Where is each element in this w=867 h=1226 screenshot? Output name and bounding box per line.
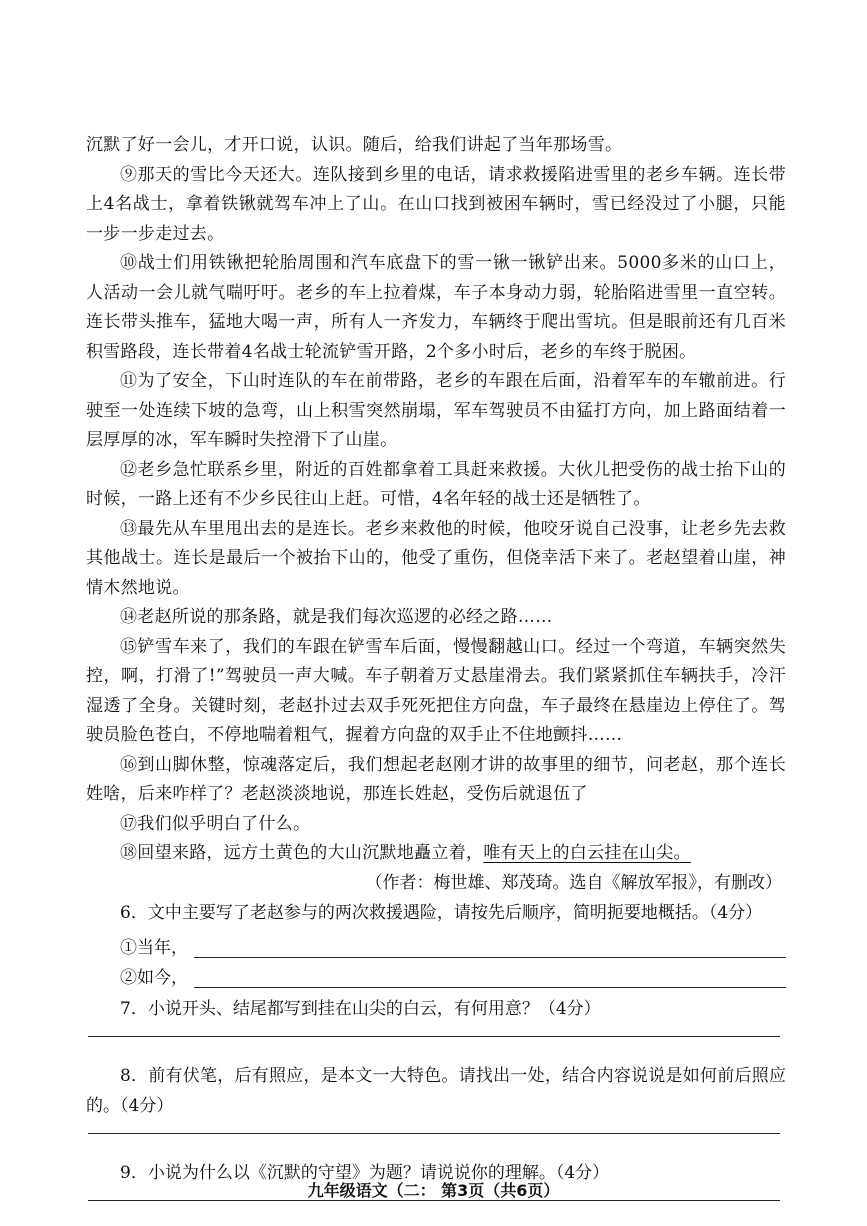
answer-row-2: [86, 958, 786, 988]
story-paragraph: ⑮铲雪车来了，我们的车跟在铲雪车后面，慢慢翻越山口。经过一个弯道，车辆突然失控，啊，打滑了!”驾驶员一声大喊。车子朝着万丈悬崖滑去。我们紧紧抓住车辆扶手，冷汗湿透了全身。关键时刻，老赵扑过去双手死死把住方向盘，车子最终在悬崖边上停住了。驾驶员脸色苍白，不停地喘着粗气，握着方向盘的双手止不住地颤抖……: [86, 636, 786, 745]
story-paragraph: ⑰我们似乎明白了什么。: [120, 813, 311, 834]
answer-line-2[interactable]: [194, 965, 786, 988]
answer-label-2: ②如今，: [120, 968, 188, 988]
story-text: [86, 131, 786, 839]
answer-line-1[interactable]: [194, 935, 786, 958]
story-paragraph: ⑫老乡急忙联系乡里，附近的百姓都拿着工具赶来救援。大伙儿把受伤的战士抬下山的时候，一路上还有不少乡民往山上赶。可惜，4名年轻的战士还是牺牲了。: [86, 459, 786, 509]
paragraph-18-text: ⑱回望来路，远方土黄色的大山沉默地矗立着，: [120, 843, 484, 863]
story-paragraph: ⑩战士们用铁锹把轮胎周围和汽车底盘下的雪一锹一锹铲出来。5000多米的山口上，人活动一会儿就气喘吁吁。老乡的车上拉着煤，车子本身动力弱，轮胎陷进雪里一直空转。连长带头推车，猛地大喝一声，所有人一齐发力，车辆终于爬出雪坑。但是眼前还有几百米积雪路段，连长带着4名战士轮流铲雪开路，2个多小时后，老乡的车终于脱困。: [86, 253, 786, 362]
question-9: 9．小说为什么以《沉默的守望》为题？请说说你的理解。（4分）: [120, 1163, 610, 1183]
answer-row-1: [86, 928, 786, 958]
page-content: [86, 131, 786, 1201]
page-footer: 九年级语文（二： 第3页（共6页）: [307, 1181, 560, 1200]
story-paragraph: 沉默了好一会儿，才开口说，认识。随后，给我们讲起了当年那场雪。: [86, 135, 623, 155]
answer-line-q7[interactable]: [88, 1024, 780, 1037]
story-paragraph: ⑬最先从车里甩出去的是连长。老乡来救他的时候，他咬牙说自己没事，让老乡先去救其他战士。连长是最后一个被抬下山的，他受了重伤，但侥幸活下来了。老赵望着山崖，神情木然地说。: [86, 518, 786, 598]
story-paragraph: ⑯到山脚休整，惊魂落定后，我们想起老赵刚才讲的故事里的细节，问老赵，那个连长姓啥，后来咋样了？老赵淡淡地说，那连长姓赵，受伤后就退伍了: [86, 754, 786, 804]
story-paragraph: ⑪为了安全，下山时连队的车在前带路，老乡的车跟在后面，沿着军车的车辙前进。行驶至一处连续下坡的急弯，山上积雪突然崩塌，军车驾驶员不由猛打方向，加上路面结着一层厚厚的冰，军车瞬时失控滑下了山崖。: [86, 371, 786, 450]
story-paragraph-18: [86, 839, 786, 869]
answer-label-1: ①当年，: [120, 938, 188, 958]
question-7: 7．小说开头、结尾都写到挂在山尖的白云，有何用意？（4分）: [120, 999, 601, 1019]
source-citation: （作者：梅世雄、郑茂琦。选自《解放军报》，有删改）: [365, 872, 782, 893]
answer-line-q8[interactable]: [88, 1121, 780, 1134]
underlined-sentence: 唯有天上的白云挂在山尖。: [483, 843, 691, 863]
story-paragraph: ⑭老赵所说的那条路，就是我们每次巡逻的必经之路……: [120, 607, 553, 627]
question-8: 8．前有伏笔，后有照应，是本文一大特色。请找出一处，结合内容说说是如何前后照应的。（4分）: [86, 1066, 786, 1116]
story-paragraph: ⑨那天的雪比今天还大。连队接到乡里的电话，请求救援陷进雪里的老乡车辆。连长带上4名战士，拿着铁锹就驾车冲上了山。在山口找到被困车辆时，雪已经没过了小腿，只能一步一步走过去。: [86, 164, 786, 244]
question-6: 6．文中主要写了老赵参与的两次救援遇险，请按先后顺序，简明扼要地概括。（4分）: [120, 903, 763, 923]
